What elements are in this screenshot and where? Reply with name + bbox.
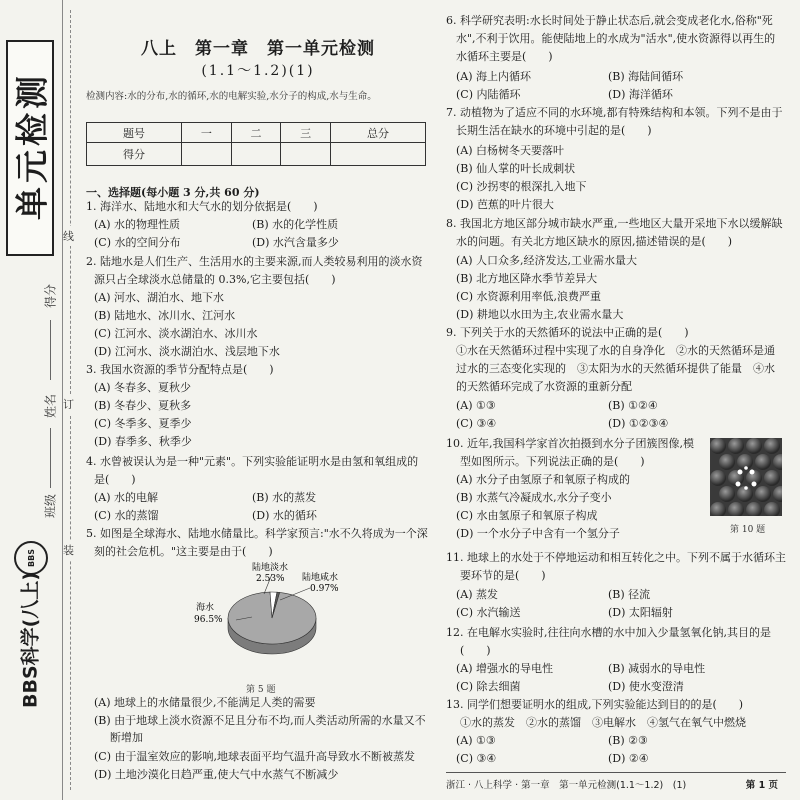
figure-5-caption: 第 5 题 xyxy=(246,685,276,695)
q12-option-b[interactable]: (B) 减弱水的导电性 xyxy=(608,662,706,675)
q3-option-a[interactable]: (A) 冬春多、夏秋少 xyxy=(94,381,192,394)
figure-10-caption: 第 10 题 xyxy=(730,525,766,535)
q2-option-a[interactable]: (A) 河水、湖泊水、地下水 xyxy=(94,291,225,304)
q11-option-a[interactable]: (A) 蒸发 xyxy=(456,588,499,601)
q6-option-d[interactable]: (D) 海洋循环 xyxy=(608,88,673,101)
q5-option-b-cont: 断增加 xyxy=(110,731,143,744)
q8-stem-line1: 8. 我国北方地区部分城市缺水严重,一些地区大量开采地下水以缓解缺 xyxy=(446,217,783,230)
q7-stem-line1: 7. 动植物为了适应不同的水环境,都有特殊结构和本领。下列不是由于 xyxy=(446,106,783,119)
page-number: 第 1 页 xyxy=(745,780,778,791)
q2-stem-line1: 2. 陆地水是人们生产、生活用水的主要来源,而人类较易利用的淡水资 xyxy=(86,255,423,268)
q8-option-d[interactable]: (D) 耕地以水田为主,农业需水量大 xyxy=(456,308,624,321)
q8-option-a[interactable]: (A) 人口众多,经济发达,工业需水量大 xyxy=(456,254,638,267)
right-column xyxy=(446,0,786,800)
score-header-cell: 一 xyxy=(182,123,232,143)
score-header-cell: 三 xyxy=(281,123,331,143)
score-header-cell: 二 xyxy=(231,123,281,143)
q3-option-d[interactable]: (D) 春季多、秋季少 xyxy=(94,435,192,448)
q13-option-d[interactable]: (D) ②④ xyxy=(608,752,649,765)
slice-value-salt: 0.97% xyxy=(310,584,339,594)
q6-option-b[interactable]: (B) 海陆间循环 xyxy=(608,70,684,83)
q4-stem-line1: 4. 水曾被误认为是一种"元素"。下列实验能证明水是由氢和氧组成的 xyxy=(86,455,419,468)
q10-stem-line1: 10. 近年,我国科学家首次拍摄到水分子团簇图像,模 xyxy=(446,437,694,450)
q8-stem-line2: 水的问题。有关北方地区缺水的原因,描述错误的是( ) xyxy=(456,235,733,248)
q5-stem-line1: 5. 如图是全球海水、陆地水储量比。科学家预言:"水不久将成为一个深 xyxy=(86,527,428,540)
q6-option-a[interactable]: (A) 海上内循环 xyxy=(456,70,532,83)
q5-option-d[interactable]: (D) 土地沙漠化日趋严重,使大气中水蒸气不断减少 xyxy=(94,768,339,781)
q9-option-b[interactable]: (B) ①②④ xyxy=(608,399,658,412)
q10-option-a[interactable]: (A) 水分子由氢原子和氧原子构成的 xyxy=(456,473,631,486)
q10-stem-line2: 型如图所示。下列说法正确的是( ) xyxy=(460,455,645,468)
q1-option-c[interactable]: (C) 水的空间分布 xyxy=(94,236,181,249)
q7-option-c[interactable]: (C) 沙拐枣的根深扎入地下 xyxy=(456,180,587,193)
seal-char-bind: 订 xyxy=(63,394,74,414)
q7-option-a[interactable]: (A) 白杨树冬天要落叶 xyxy=(456,144,565,157)
q13-option-b[interactable]: (B) ②③ xyxy=(608,734,648,747)
class-field-label: 班级 xyxy=(43,493,58,519)
q3-option-b[interactable]: (B) 冬春少、夏秋多 xyxy=(94,399,192,412)
q13-option-c[interactable]: (C) ③④ xyxy=(456,752,497,765)
binding-strip xyxy=(0,0,63,800)
q6-stem-line1: 6. 科学研究表明:水长时间处于静止状态后,就会变成老化水,俗称"死 xyxy=(446,14,773,27)
q4-option-d[interactable]: (D) 水的循环 xyxy=(252,509,317,522)
left-column xyxy=(80,0,436,800)
q2-option-c[interactable]: (C) 江河水、淡水湖泊水、冰川水 xyxy=(94,327,258,340)
q7-stem-line2: 长期生活在缺水的环境中引起的是( ) xyxy=(456,124,652,137)
q11-option-c[interactable]: (C) 水汽输送 xyxy=(456,606,521,619)
score-cell[interactable] xyxy=(281,143,331,166)
q10-option-b[interactable]: (B) 水蒸气冷凝成水,水分子变小 xyxy=(456,491,612,504)
page-footer xyxy=(446,772,786,791)
q7-option-d[interactable]: (D) 芭蕉的叶片很大 xyxy=(456,198,554,211)
q12-option-a[interactable]: (A) 增强水的导电性 xyxy=(456,662,554,675)
score-table xyxy=(86,122,426,166)
q3-stem: 3. 我国水资源的季节分配特点是( ) xyxy=(86,363,274,376)
score-cell[interactable] xyxy=(231,143,281,166)
q1-stem: 1. 海洋水、陆地水和大气水的划分依据是( ) xyxy=(86,200,318,213)
score-cell[interactable] xyxy=(330,143,425,166)
score-header-cell: 题号 xyxy=(87,123,182,143)
q5-stem-line2: 刻的社会危机。"这主要是由于( ) xyxy=(94,545,273,558)
q9-stem-line2: ①水在天然循环过程中实现了水的自身净化 ②水的天然循环是通 xyxy=(456,344,775,357)
q11-stem-line2: 要环节的是( ) xyxy=(460,569,546,582)
q5-option-a[interactable]: (A) 地球上的水储量很少,不能满足人类的需要 xyxy=(94,696,316,709)
water-storage-pie-chart xyxy=(192,560,352,678)
seal-char-line: 线 xyxy=(63,226,74,246)
bbs-logo: BBS xyxy=(14,541,48,575)
score-table-header-row xyxy=(87,123,426,143)
q4-option-b[interactable]: (B) 水的蒸发 xyxy=(252,491,317,504)
q12-option-d[interactable]: (D) 使水变澄清 xyxy=(608,680,684,693)
q8-option-c[interactable]: (C) 水资源利用率低,浪费严重 xyxy=(456,290,601,303)
q3-option-c[interactable]: (C) 冬季多、夏季少 xyxy=(94,417,192,430)
q11-stem-line1: 11. 地球上的水处于不停地运动和相互转化之中。下列不属于水循环主 xyxy=(446,551,786,564)
name-field-label: 姓名 xyxy=(43,393,58,419)
bottom-brand-label: BBS科学(八上) xyxy=(19,571,42,709)
seal-char-pack: 装 xyxy=(63,540,74,560)
section-title: 一、选择题(每小题 3 分,共 60 分) xyxy=(86,186,260,199)
q13-stem-line2: ①水的蒸发 ②水的蒸馏 ③电解水 ④氢气在氧气中燃烧 xyxy=(460,716,746,729)
q11-option-d[interactable]: (D) 太阳辐射 xyxy=(608,606,673,619)
name-field-line xyxy=(50,428,51,488)
q1-option-d[interactable]: (D) 水汽含量多少 xyxy=(252,236,339,249)
score-header-cell: 总分 xyxy=(330,123,425,143)
score-cell[interactable] xyxy=(182,143,232,166)
score-field-line xyxy=(50,320,51,380)
slice-label-fresh: 陆地淡水 xyxy=(252,563,289,573)
q13-option-a[interactable]: (A) ①③ xyxy=(456,734,496,747)
q2-option-b[interactable]: (B) 陆地水、冰川水、江河水 xyxy=(94,309,236,322)
q11-option-b[interactable]: (B) 径流 xyxy=(608,588,651,601)
q9-option-c[interactable]: (C) ③④ xyxy=(456,417,497,430)
q12-stem-line1: 12. 在电解水实验时,往往向水槽的水中加入少量氢氧化钠,其目的是 xyxy=(446,626,771,639)
q7-option-b[interactable]: (B) 仙人掌的叶长成刺状 xyxy=(456,162,576,175)
q12-option-c[interactable]: (C) 除去细菌 xyxy=(456,680,521,693)
q13-stem-line1: 13. 同学们想要证明水的组成,下列实验能达到目的的是( ) xyxy=(446,698,744,711)
q9-stem-line4: 的天然循环完成了水资源的重新分配 xyxy=(456,380,632,393)
q4-option-a[interactable]: (A) 水的电解 xyxy=(94,491,159,504)
q1-option-a[interactable]: (A) 水的物理性质 xyxy=(94,218,181,231)
q6-stem-line2: 水",不利于饮用。能使陆地上的水成为"活水",使水资源得以再生的 xyxy=(456,32,776,45)
q10-option-c[interactable]: (C) 水由氢原子和氧原子构成 xyxy=(456,509,598,522)
q9-stem-line3: 过水的三态变化实现的 ③太阳为水的天然循环提供了能量 ④水 xyxy=(456,362,775,375)
score-table-score-row xyxy=(87,143,426,166)
q1-option-b[interactable]: (B) 水的化学性质 xyxy=(252,218,339,231)
q10-option-d[interactable]: (D) 一个水分子中含有一个氢分子 xyxy=(456,527,620,540)
slice-value-sea: 96.5% xyxy=(194,615,223,625)
q2-stem-line2: 源只占全球淡水总储量的 0.3%,它主要包括( ) xyxy=(94,273,336,286)
q9-option-d[interactable]: (D) ①②③④ xyxy=(608,417,669,430)
q5-option-c[interactable]: (C) 由于温室效应的影响,地球表面平均气温升高导致水不断被蒸发 xyxy=(94,750,415,763)
test-content-line: 检测内容:水的分布,水的循环,水的电解实验,水分子的构成,水与生命。 xyxy=(86,91,377,102)
q4-option-c[interactable]: (C) 水的蒸馏 xyxy=(94,509,159,522)
slice-label-salt: 陆地咸水 xyxy=(302,573,339,583)
q2-option-d[interactable]: (D) 江河水、淡水湖泊水、浅层地下水 xyxy=(94,345,280,358)
slice-value-fresh: 2.53% xyxy=(256,574,285,584)
page-subtitle: (1.1～1.2)(1) xyxy=(201,63,315,79)
brand-vertical-title: 单元检测 xyxy=(12,72,52,220)
footer-text: 浙江 · 八上科学 · 第一章 第一单元检测(1.1～1.2) (1) xyxy=(446,780,687,791)
q12-stem-line2: ( ) xyxy=(460,644,491,657)
q9-option-a[interactable]: (A) ①③ xyxy=(456,399,496,412)
q8-option-b[interactable]: (B) 北方地区降水季节差异大 xyxy=(456,272,598,285)
q5-option-b[interactable]: (B) 由于地球上淡水资源不足且分布不均,而人类活动所需的水量又不 xyxy=(94,714,426,727)
score-field-label: 得分 xyxy=(43,283,58,309)
slice-label-sea: 海水 xyxy=(196,603,215,613)
q6-stem-line3: 水循环主要是( ) xyxy=(456,50,553,63)
water-cluster-image xyxy=(710,438,782,516)
page-title: 八上 第一章 第一单元检测 xyxy=(141,39,375,59)
q6-option-c[interactable]: (C) 内陆循环 xyxy=(456,88,521,101)
score-row-label: 得分 xyxy=(87,143,182,166)
q9-stem-line1: 9. 下列关于水的天然循环的说法中正确的是( ) xyxy=(446,326,689,339)
q4-stem-line2: 是( ) xyxy=(94,473,136,486)
